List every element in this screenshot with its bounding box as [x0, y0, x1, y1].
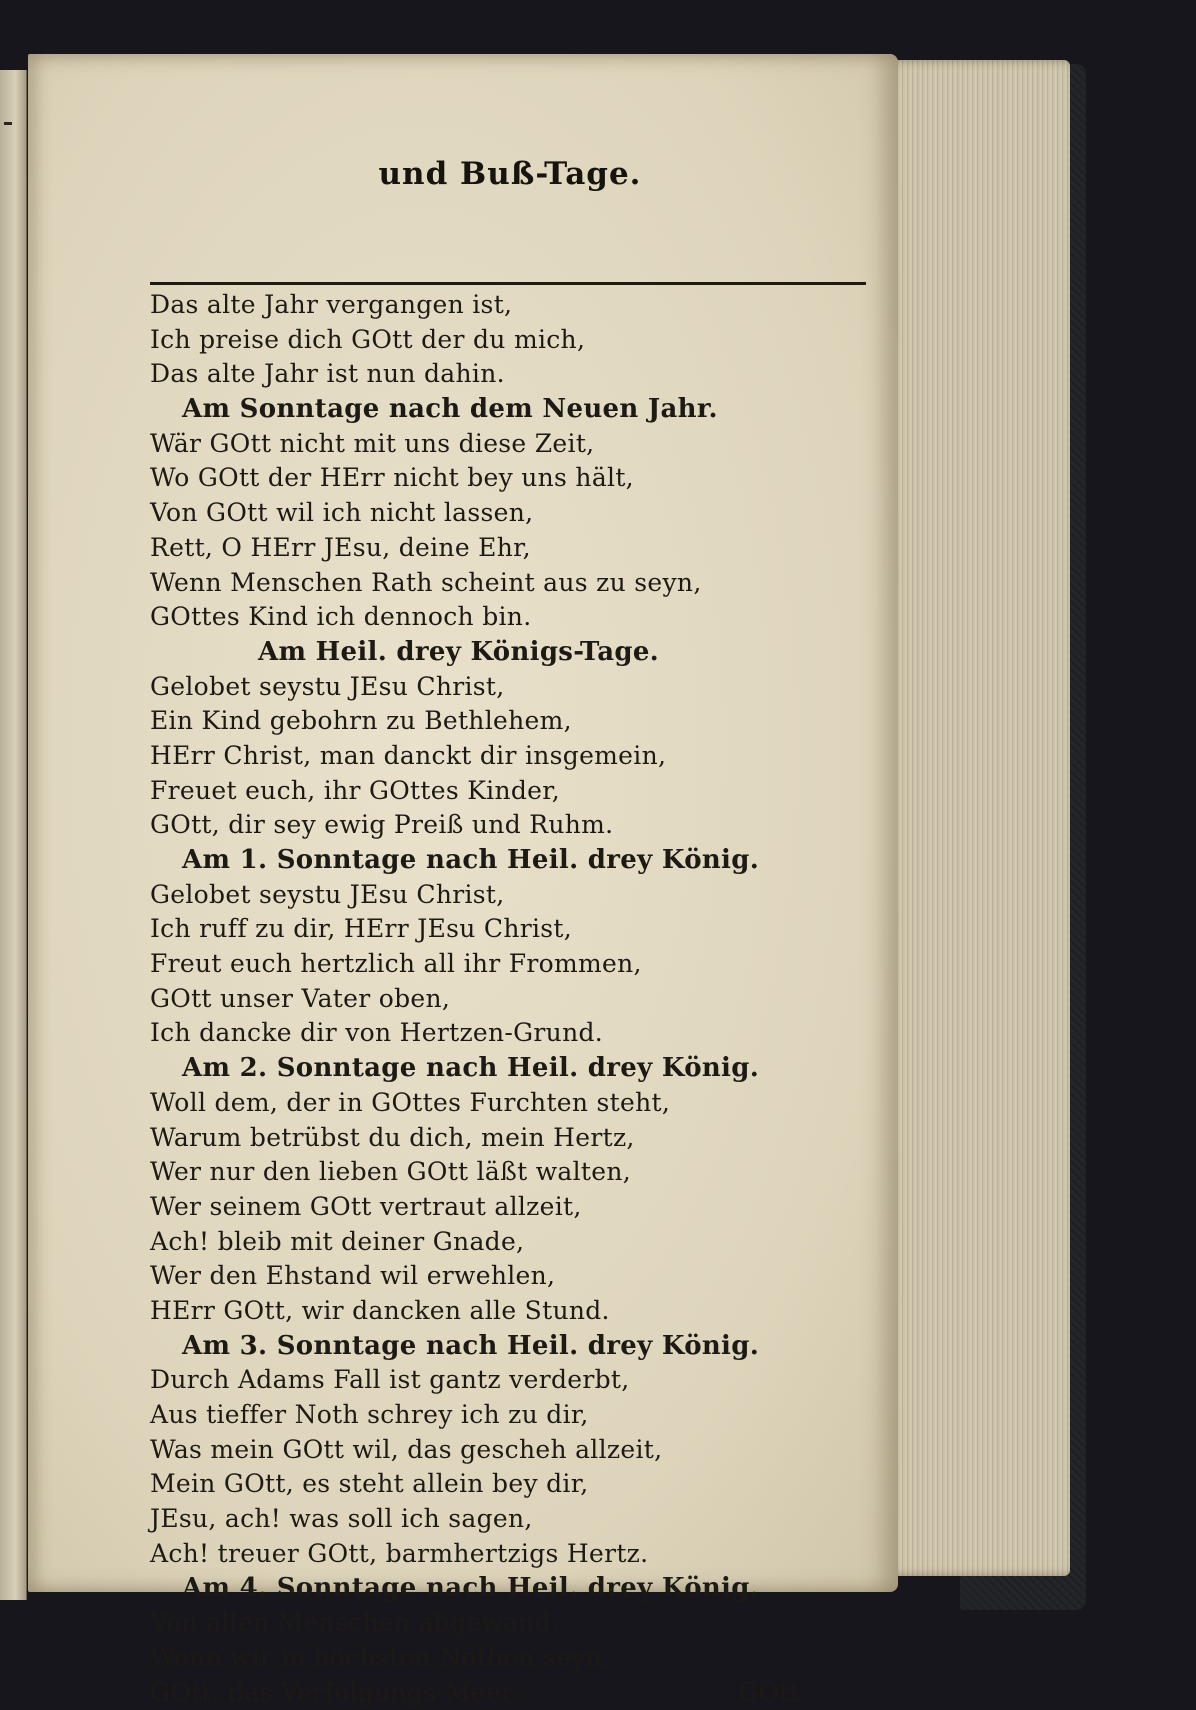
running-head: und Buß-Tage. [150, 156, 870, 192]
hymn-line: Ich dancke dir von Hertzen-Grund. [150, 1016, 870, 1051]
hymn-line: Ach! treuer GOtt, barmhertzigs Hertz. [150, 1537, 870, 1572]
hymn-line: Ich ruff zu dir, HErr JEsu Christ, [150, 912, 870, 947]
hymn-line: Das alte Jahr ist nun dahin. [150, 357, 870, 392]
hymn-line: GOttes Kind ich dennoch bin. [150, 600, 870, 635]
hymn-line: Aus tieffer Noth schrey ich zu dir, [150, 1398, 870, 1433]
hymn-line: Wo GOtt der HErr nicht bey uns hält, [150, 461, 870, 496]
section-heading: Am Sonntage nach dem Neuen Jahr. [150, 392, 870, 427]
hymn-list [150, 288, 870, 1710]
hymn-line: Das alte Jahr vergangen ist, [150, 288, 870, 323]
hymn-line: Freuet euch, ihr GOttes Kinder, [150, 774, 870, 809]
section-heading: Am 3. Sonntage nach Heil. drey König. [150, 1329, 870, 1364]
hymn-line: Von allen Menschen abgewand, [150, 1606, 870, 1641]
hymn-line: Wer nur den lieben GOtt läßt walten, [150, 1155, 870, 1190]
hymn-line: HErr Christ, man danckt dir insgemein, [150, 739, 870, 774]
hymn-line: Woll dem, der in GOttes Furchten steht, [150, 1086, 870, 1121]
hymn-line: Wer seinem GOtt vertraut allzeit, [150, 1190, 870, 1225]
hymn-line: Gelobet seystu JEsu Christ, [150, 878, 870, 913]
hymn-line: Warum betrübst du dich, mein Hertz, [150, 1121, 870, 1156]
hymn-line: Durch Adams Fall ist gantz verderbt, [150, 1363, 870, 1398]
hymn-line: HErr GOtt, wir dancken alle Stund. [150, 1294, 870, 1329]
hymn-line: GOtt, das Verfolgungs-Meer. GOtt [150, 1676, 870, 1710]
left-page-edge [0, 70, 27, 1600]
catchword: GOtt [738, 1676, 800, 1710]
hymn-line: Ach! bleib mit deiner Gnade, [150, 1225, 870, 1260]
hymn-line: Von GOtt wil ich nicht lassen, [150, 496, 870, 531]
hymn-line: Ein Kind gebohrn zu Bethlehem, [150, 704, 870, 739]
header-rule [150, 282, 866, 285]
hymn-line: Wenn Menschen Rath scheint aus zu seyn, [150, 566, 870, 601]
left-page-mark [4, 122, 12, 125]
hymn-line: Wenn wir in höchsten Nöthen seyn, [150, 1641, 870, 1676]
page-block-edge [884, 60, 1070, 1576]
hymn-line: Mein GOtt, es steht allein bey dir, [150, 1467, 870, 1502]
hymn-line: Wer den Ehstand wil erwehlen, [150, 1259, 870, 1294]
hymn-line: GOtt unser Vater oben, [150, 982, 870, 1017]
section-heading: Am 2. Sonntage nach Heil. drey König. [150, 1051, 870, 1086]
hymn-line: GOtt, dir sey ewig Preiß und Ruhm. [150, 808, 870, 843]
hymn-line: Ich preise dich GOtt der du mich, [150, 323, 870, 358]
hymn-line: Rett, O HErr JEsu, deine Ehr, [150, 531, 870, 566]
book-page [28, 54, 898, 1592]
hymn-line: Gelobet seystu JEsu Christ, [150, 670, 870, 705]
hymn-line: Freut euch hertzlich all ihr Frommen, [150, 947, 870, 982]
hymn-line: Wär GOtt nicht mit uns diese Zeit, [150, 427, 870, 462]
section-heading: Am 4. Sonntage nach Heil. drey König. [150, 1571, 870, 1606]
section-heading: Am Heil. drey Königs-Tage. [150, 635, 870, 670]
hymn-line: Was mein GOtt wil, das gescheh allzeit, [150, 1433, 870, 1468]
hymn-line: JEsu, ach! was soll ich sagen, [150, 1502, 870, 1537]
section-heading: Am 1. Sonntage nach Heil. drey König. [150, 843, 870, 878]
